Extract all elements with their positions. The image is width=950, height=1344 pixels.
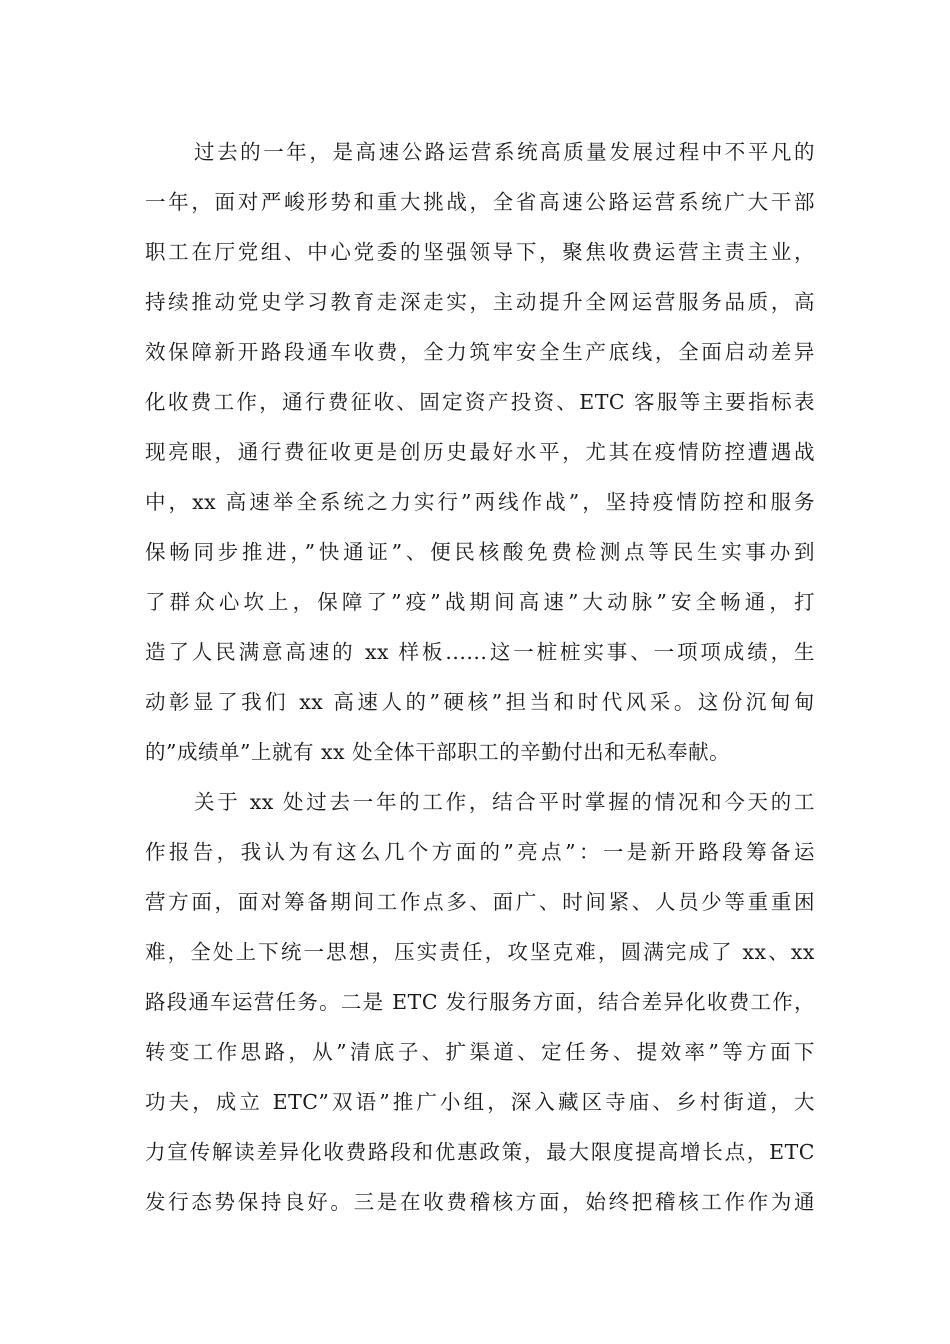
paragraph-1-line-3: 职工在厅党组、中心党委的坚强领导下，聚焦收费运营主责主业， (145, 240, 815, 264)
paragraph-2-line-2: 作报告，我认为有这么几个方面的”亮点”：一是新开路段筹备运 (145, 840, 815, 864)
paragraph-1-line-5: 效保障新开路段通车收费，全力筑牢安全生产底线，全面启动差异 (145, 340, 815, 364)
paragraph-1-line-4: 持续推动党史学习教育走深走实，主动提升全网运营服务品质，高 (145, 290, 815, 314)
paragraph-1-line-7: 现亮眼，通行费征收更是创历史最好水平，尤其在疫情防控遭遇战 (145, 440, 815, 464)
paragraph-2-line-8: 力宣传解读差异化收费路段和优惠政策，最大限度提高增长点，ETC (145, 1140, 815, 1164)
paragraph-1-line-1: 过去的一年，是高速公路运营系统高质量发展过程中不平凡的 (194, 140, 815, 164)
paragraph-1-line-6: 化收费工作，通行费征收、固定资产投资、ETC 客服等主要指标表 (145, 390, 815, 414)
paragraph-1-line-12: 动彰显了我们 xx 高速人的”硬核”担当和时代风采。这份沉甸甸 (145, 690, 815, 714)
paragraph-2-line-3: 营方面，面对筹备期间工作点多、面广、时间紧、人员少等重重困 (145, 890, 815, 914)
paragraph-1-line-9: 保畅同步推进，”快通证”、便民核酸免费检测点等民生实事办到 (145, 540, 815, 564)
paragraph-1-line-10: 了群众心坎上，保障了”疫”战期间高速”大动脉”安全畅通，打 (145, 590, 815, 614)
paragraph-2-line-1: 关于 xx 处过去一年的工作，结合平时掌握的情况和今天的工 (194, 790, 815, 814)
paragraph-1-line-2: 一年，面对严峻形势和重大挑战，全省高速公路运营系统广大干部 (145, 190, 815, 214)
paragraph-2-line-4: 难，全处上下统一思想，压实责任，攻坚克难，圆满完成了 xx、xx (145, 940, 815, 964)
paragraph-1-line-8: 中，xx 高速举全系统之力实行”两线作战”，坚持疫情防控和服务 (145, 490, 815, 514)
paragraph-1-line-11: 造了人民满意高速的 xx 样板......这一桩桩实事、一项项成绩，生 (145, 640, 815, 664)
paragraph-2-line-5: 路段通车运营任务。二是 ETC 发行服务方面，结合差异化收费工作， (145, 990, 815, 1014)
paragraph-1-line-13: 的”成绩单”上就有 xx 处全体干部职工的辛勤付出和无私奉献。 (145, 740, 731, 764)
paragraph-2-line-7: 功夫，成立 ETC”双语”推广小组，深入藏区寺庙、乡村街道，大 (145, 1090, 815, 1114)
paragraph-2-line-6: 转变工作思路，从”清底子、扩渠道、定任务、提效率”等方面下 (145, 1040, 815, 1064)
paragraph-2-line-9: 发行态势保持良好。三是在收费稽核方面，始终把稽核工作作为通 (145, 1190, 815, 1214)
